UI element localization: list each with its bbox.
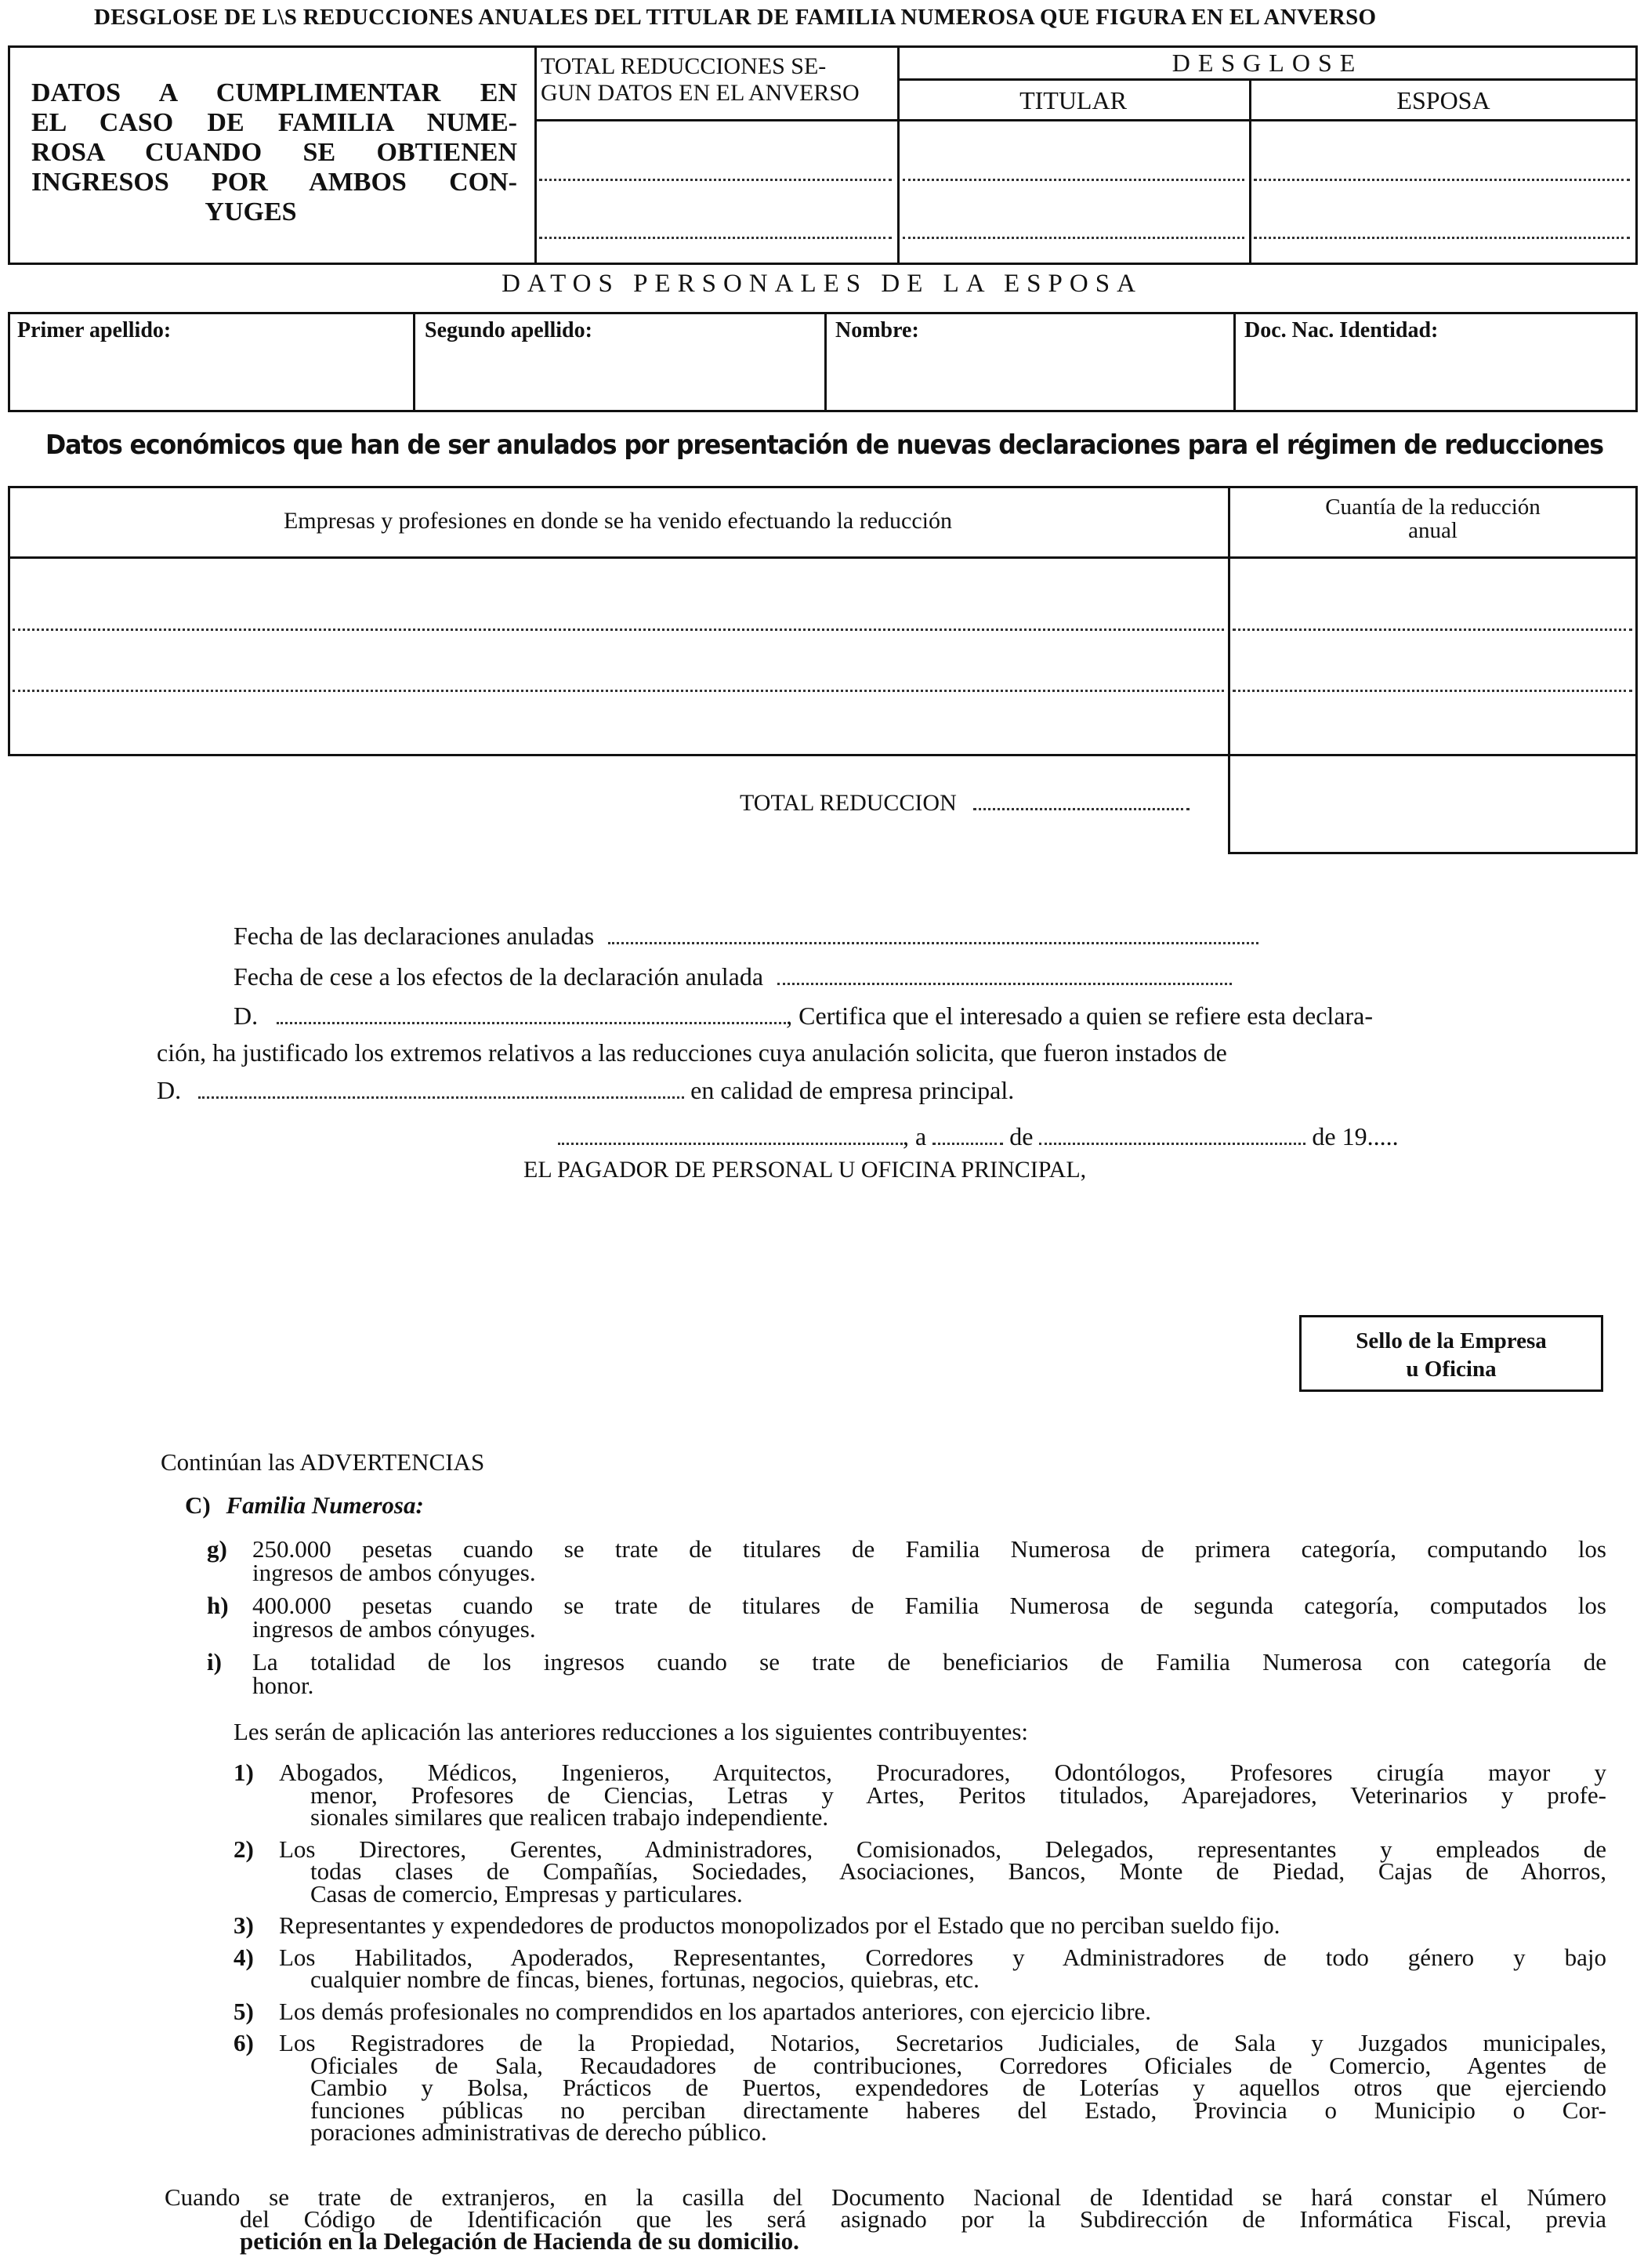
list-item: 2) Los Directores, Gerentes, Administradores, Comisionados, Delegados, representantes y empleados de todas clases de Compañías, Sociedades, Asociaciones, Bancos, Monte de Piedad, Cajas de Ahorros, Casas de comercio, Empresas y particulares.	[234, 1835, 1606, 1908]
list-item: 6) Los Registradores de la Propiedad, Notarios, Secretarios Judiciales, de Sala y Juzgados municipales, Oficiales de Sala, Recaudadores de contribuciones, Corredores Oficiales de Comercio, Agentes de Cambio y Bolsa, Prácticos de Puertos, expendedores de Loterías y aquellos otros que ejerciendo funciones públicas no perciban directamente haberes del Estado, Provincia o Municipio o Cor- poraciones administrativas de derecho público.	[234, 2029, 1606, 2146]
id-document-label: Doc. Nac. Identidad:	[1244, 318, 1439, 342]
list-item: i) La totalidad de los ingresos cuando se trate de beneficiarios de Familia Numerosa con categoría de honor.	[207, 1648, 1606, 1699]
second-surname-label: Segundo apellido:	[425, 318, 592, 342]
familia-numerosa-items	[207, 1535, 1606, 1699]
first-surname-label: Primer apellido:	[17, 318, 172, 342]
list-item: g) 250.000 pesetas cuando se trate de titulares de Familia Numerosa de primera categoría, computando los ingresos de ambos cónyuges.	[207, 1535, 1606, 1586]
apply-intro: Les serán de aplicación las anteriores reducciones a los siguientes contribuyentes:	[234, 1718, 1029, 1745]
economic-section-title: Datos económicos que han de ser anulados por presentación de nuevas declaraciones para el régimen de reducciones	[45, 429, 1603, 461]
company-stamp-box: Sello de la Empresa u Oficina	[1299, 1315, 1603, 1392]
section-c-heading: C) Familia Numerosa:	[185, 1491, 424, 1519]
main-company-line: D. en calidad de empresa principal.	[157, 1076, 1015, 1104]
name-label: Nombre:	[835, 318, 919, 342]
annulled-date-line: Fecha de las declaraciones anuladas	[234, 922, 1258, 951]
total-reductions-header: TOTAL REDUCCIONES SE- GUN DATOS EN EL ANVERSO	[541, 53, 860, 106]
cessation-date-line: Fecha de cese a los efectos de la declaración anulada	[234, 962, 1232, 991]
companies-column-header: Empresas y profesiones en donde se ha venido efectuando la reducción	[283, 508, 953, 534]
list-item: 3) Representantes y expendedores de productos monopolizados por el Estado que no perciban sueldo fijo.	[234, 1911, 1280, 1939]
esposa-header: ESPOSA	[1396, 86, 1490, 114]
titular-header: TITULAR	[1019, 86, 1127, 114]
certification-text: ción, ha justificado los extremos relativos a las reducciones cuya anulación solicita, que fueron instados de	[157, 1038, 1227, 1067]
list-item: h) 400.000 pesetas cuando se trate de titulares de Familia Numerosa de segunda categoría, computados los ingresos de ambos cónyuges.	[207, 1592, 1606, 1643]
breakdown-title: DESGLOSE DE L\S REDUCCIONES ANUALES DEL TITULAR DE FAMILIA NUMEROSA QUE FIGURA EN EL ANVERSO	[94, 5, 1377, 30]
total-reduction-label: TOTAL REDUCCION	[740, 790, 1190, 817]
list-item: 1) Abogados, Médicos, Ingenieros, Arquitectos, Procuradores, Odontólogos, Profesores cirugía mayor y menor, Profesores de Ciencias, Letras y Artes, Peritos titulados, Aparejadores, Veterinarios y profe- sionales similares que realicen trabajo independiente.	[234, 1759, 1606, 1831]
amount-column-header: Cuantía de la reducción anual	[1325, 495, 1541, 543]
advertencias-heading: Continúan las ADVERTENCIAS	[161, 1448, 485, 1476]
breakdown-left-note: DATOS A CUMPLIMENTAR EN EL CASO DE FAMILIA NUME- ROSA CUANDO SE OBTIENEN INGRESOS POR AMBOS CON- YUGES	[31, 78, 517, 226]
spouse-section-title: DATOS PERSONALES DE LA ESPOSA	[502, 270, 1142, 298]
desglose-header: DESGLOSE	[1171, 49, 1363, 77]
list-item: 4) Los Habilitados, Apoderados, Representantes, Corredores y Administradores de todo género y bajo cualquier nombre de fincas, bienes, fortunas, negocios, quiebras, etc.	[234, 1943, 1606, 1993]
list-item: 5) Los demás profesionales no comprendidos en los apartados anteriores, con ejercicio libre.	[234, 1997, 1152, 2025]
foreigners-note: Cuando se trate de extranjeros, en la casilla del Documento Nacional de Identidad se hará constar el Número del Código de Identificación que les será asignado por la Subdirección de Informática Fiscal, previa petición en la Delegación de Hacienda de su domicilio.	[165, 2183, 1606, 2255]
place-date-line: , a de de 19.....	[558, 1122, 1399, 1151]
total-reduction-box	[1228, 754, 1638, 854]
certifier-line: D. , Certifica que el interesado a quien se refiere esta declara-	[234, 1002, 1374, 1030]
payer-signature-label: EL PAGADOR DE PERSONAL U OFICINA PRINCIPAL,	[523, 1157, 1087, 1183]
taxpayer-list	[234, 1759, 1606, 2146]
